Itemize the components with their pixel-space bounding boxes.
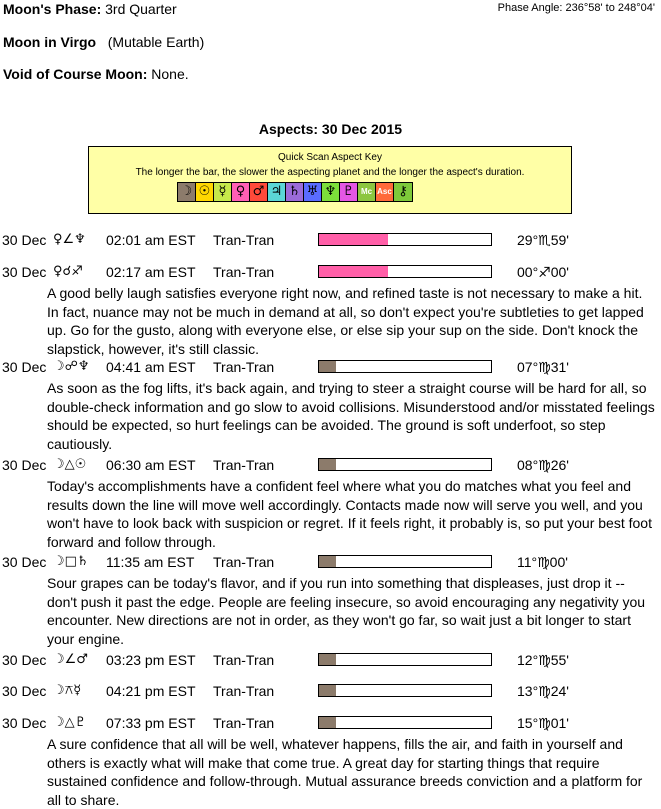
- aspect-type: Tran-Tran: [213, 715, 275, 731]
- aspect-type: Tran-Tran: [213, 554, 275, 570]
- aspect-glyphs: ☽△☉: [53, 457, 87, 472]
- aspect-duration-bar: [318, 555, 492, 568]
- aspect-duration-fill: [319, 685, 336, 696]
- aspect-time: 02:17 am EST: [106, 264, 196, 280]
- mercury-icon: ☿: [214, 183, 232, 201]
- aspect-type: Tran-Tran: [213, 652, 275, 668]
- aspect-date: 30 Dec: [2, 652, 47, 668]
- void-of-course-value: None.: [151, 66, 189, 82]
- aspect-entry: [2, 715, 657, 809]
- aspect-degree: 08°♍26': [517, 457, 569, 473]
- aspect-duration-fill: [319, 654, 336, 665]
- aspect-type: Tran-Tran: [213, 232, 275, 248]
- aspect-duration-fill: [319, 234, 388, 245]
- void-of-course-line: [3, 66, 189, 82]
- aspect-glyphs: ☽⚻☿: [53, 683, 82, 698]
- aspect-entry: [2, 683, 657, 703]
- aspect-time: 07:33 pm EST: [106, 715, 196, 731]
- aspect-description: A sure confidence that all will be well, whatever happens, fills the air, and faith in yourself and others is exactly what will make that come true. A great day for starting things that require sustained confidence and follow-through. Mutual assurance breeds conviction and a platform for all to share.: [47, 736, 643, 808]
- aspects-title: Aspects: 30 Dec 2015: [258, 121, 403, 137]
- aspect-duration-bar: [318, 265, 492, 278]
- aspect-description: As soon as the fog lifts, it's back again, and trying to steer a straight course will be hard for all, so double-check information and go slow to avoid collisions. Misunderstood and/or misstated feelings should be expected, so hurt feelings can be avoided. The ground is soft underfoot, so step cautiously.: [47, 380, 655, 452]
- aspect-key-title: Quick Scan Aspect Key: [278, 152, 382, 163]
- void-of-course-label: Void of Course Moon:: [3, 66, 148, 82]
- moon-sign-line: [3, 34, 204, 50]
- aspect-key-box: [88, 146, 572, 214]
- uranus-icon: ♅: [304, 183, 322, 201]
- aspect-duration-fill: [319, 556, 336, 567]
- moon-icon: ☽: [178, 183, 196, 201]
- aspect-degree: 29°♏59': [517, 232, 569, 248]
- jupiter-icon: ♃: [268, 183, 286, 201]
- ascendant-icon: Asc: [376, 183, 394, 201]
- aspect-glyphs: ☽∠♂: [53, 652, 88, 667]
- aspect-glyphs: ♀☌♐: [53, 264, 83, 279]
- aspect-key-description: The longer the bar, the slower the aspecting planet and the longer the aspect's duration.: [135, 167, 525, 178]
- aspect-glyphs: ☽☍♆: [53, 359, 90, 374]
- aspect-description: Sour grapes can be today's flavor, and if you run into something that displeases, just drop it -- don't push it past the edge. People are feeling insecure, so avoid encouraging any negativity you encounter. New directions are not in order, as they won't go far, so wait just a bit longer to start your engine.: [47, 575, 646, 647]
- aspect-date: 30 Dec: [2, 715, 47, 731]
- aspect-time: 03:23 pm EST: [106, 652, 196, 668]
- aspect-entry-header: [2, 715, 657, 735]
- moon-sign-value: (Mutable Earth): [107, 34, 205, 50]
- moon-sign-label: Moon in Virgo: [3, 34, 97, 50]
- aspect-glyphs: ☽□♄: [53, 554, 89, 569]
- aspect-type: Tran-Tran: [213, 264, 275, 280]
- phase-angle: Phase Angle: 236°58' to 248°04': [497, 2, 655, 14]
- aspect-entry-header: [2, 652, 657, 672]
- aspect-type: Tran-Tran: [213, 683, 275, 699]
- venus-icon: ♀: [232, 183, 250, 201]
- moon-phase-value: 3rd Quarter: [105, 1, 177, 17]
- aspect-duration-bar: [318, 458, 492, 471]
- aspect-entry-header: [2, 264, 657, 284]
- mars-icon: ♂: [250, 183, 268, 201]
- aspect-entry-header: [2, 554, 657, 574]
- aspect-degree: 07°♍31': [517, 359, 569, 375]
- saturn-icon: ♄: [286, 183, 304, 201]
- moon-phase-label: Moon's Phase:: [3, 1, 102, 17]
- aspect-time: 06:30 am EST: [106, 457, 196, 473]
- aspect-entry-header: [2, 359, 657, 379]
- aspect-date: 30 Dec: [2, 264, 47, 280]
- aspect-duration-fill: [319, 361, 336, 372]
- aspect-entry: [2, 264, 657, 358]
- aspect-entry-header: [2, 232, 657, 252]
- aspect-degree: 00°♐00': [517, 264, 569, 280]
- aspect-time: 11:35 am EST: [106, 554, 195, 570]
- aspect-type: Tran-Tran: [213, 457, 275, 473]
- aspect-entry-header: [2, 457, 657, 477]
- aspect-duration-bar: [318, 360, 492, 373]
- aspect-date: 30 Dec: [2, 232, 47, 248]
- planet-color-key: [177, 182, 413, 202]
- moon-phase-line: [3, 1, 177, 17]
- aspect-date: 30 Dec: [2, 554, 47, 570]
- aspect-duration-fill: [319, 266, 388, 277]
- aspect-date: 30 Dec: [2, 457, 47, 473]
- aspect-date: 30 Dec: [2, 683, 47, 699]
- aspect-duration-bar: [318, 716, 492, 729]
- aspect-duration-bar: [318, 684, 492, 697]
- aspect-date: 30 Dec: [2, 359, 47, 375]
- aspect-entry-header: [2, 683, 657, 703]
- aspect-entry: [2, 554, 657, 648]
- aspect-description: A good belly laugh satisfies everyone right now, and refined taste is not necessary to make a hit. In fact, nuance may not be much in demand at all, so don't expect you're subtleties to get lapped up. Go for the gusto, along with everyone else, or else sip your sup on the side. Don't knock the slapstick, however, it's still classic.: [47, 285, 644, 357]
- aspect-degree: 15°♍01': [517, 715, 569, 731]
- neptune-icon: ♆: [322, 183, 340, 201]
- pluto-icon: ♇: [340, 183, 358, 201]
- sun-icon: ☉: [196, 183, 214, 201]
- aspect-duration-fill: [319, 459, 336, 470]
- aspect-duration-bar: [318, 653, 492, 666]
- aspect-time: 02:01 am EST: [106, 232, 196, 248]
- aspect-type: Tran-Tran: [213, 359, 275, 375]
- aspect-entry: [2, 652, 657, 672]
- aspect-time: 04:21 pm EST: [106, 683, 196, 699]
- aspect-degree: 12°♍55': [517, 652, 569, 668]
- aspect-description: Today's accomplishments have a confident feel where what you do matches what you feel and results down the line will move well accordingly. Contacts made now will serve you well, and you won't have to look back with suspicion or regret. If it feels right, it probably is, so put your best foot forward and follow through.: [47, 478, 652, 550]
- aspect-degree: 13°♍24': [517, 683, 569, 699]
- aspect-entry: [2, 359, 657, 453]
- aspect-glyphs: ☽△♇: [53, 715, 87, 730]
- aspect-entry: [2, 232, 657, 252]
- midheaven-icon: Mc: [358, 183, 376, 201]
- aspect-duration-bar: [318, 233, 492, 246]
- aspect-glyphs: ♀∠♆: [53, 232, 86, 247]
- aspect-duration-fill: [319, 717, 336, 728]
- chiron-icon: ⚷: [394, 183, 412, 201]
- aspect-time: 04:41 am EST: [106, 359, 196, 375]
- aspect-degree: 11°♍00': [517, 554, 568, 570]
- aspect-entry: [2, 457, 657, 551]
